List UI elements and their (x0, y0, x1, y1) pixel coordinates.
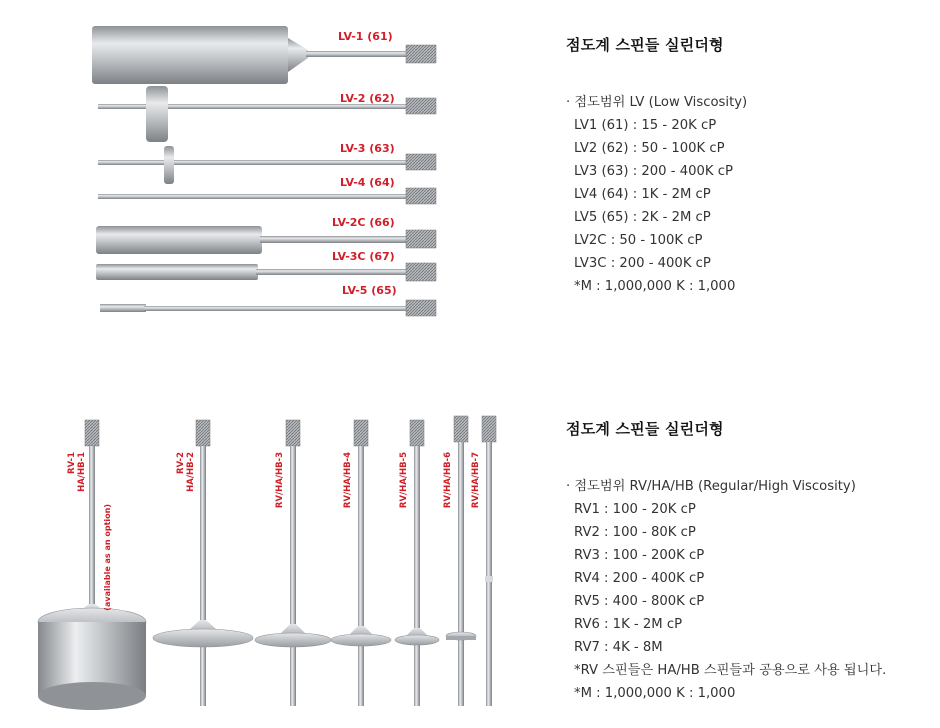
rv-viscosity-range: · 점도범위 RV/HA/HB (Regular/High Viscosity) (566, 479, 856, 494)
spindle-label: LV-2C (66) (332, 216, 395, 229)
spindle-lv-2c (96, 216, 436, 254)
rv-spec-block (566, 418, 886, 705)
rv-spec-list (566, 498, 886, 705)
list-item: LV2C : 50 - 100K cP (574, 233, 703, 248)
spindle-rv-7 (471, 416, 496, 706)
list-item: RV2 : 100 - 80K cP (574, 525, 696, 540)
spindle-label: HA/HB-1 (77, 452, 87, 492)
spindle-label: LV-3C (67) (332, 250, 395, 263)
spindle-rv-2 (153, 420, 253, 706)
list-item: LV3C : 200 - 400K cP (574, 256, 711, 271)
spindle-lv-5 (100, 284, 436, 316)
spindle-rv-5 (395, 420, 439, 706)
lv-spec-block (566, 34, 747, 298)
rv-spindles-illustration (30, 408, 520, 718)
spindle-lv-4 (98, 176, 436, 204)
spindle-label: LV-3 (63) (340, 142, 395, 155)
lv-spec-list (566, 114, 747, 298)
list-item: RV7 : 4K - 8M (574, 640, 663, 655)
spindle-label: LV-1 (61) (338, 30, 393, 43)
list-item: *RV 스핀들은 HA/HB 스핀들과 공용으로 사용 됩니다. (574, 663, 887, 678)
spindle-label: RV/HA/HB-4 (343, 452, 353, 509)
spindle-label: RV-1 (67, 452, 77, 474)
spindle-lv-3c (96, 250, 436, 281)
spindle-label: HA/HB-2 (186, 452, 196, 492)
spindle-lv-2 (98, 86, 436, 142)
spindle-label: LV-4 (64) (340, 176, 395, 189)
spindle-label: LV-2 (62) (340, 92, 395, 105)
spindle-rv-3 (255, 420, 331, 706)
spindle-label: RV/HA/HB-3 (275, 452, 285, 509)
spindle-lv-1 (92, 26, 436, 84)
list-item: LV2 (62) : 50 - 100K cP (574, 141, 725, 156)
spindle-label: RV-2 (176, 452, 186, 474)
spindle-rv-1 (38, 420, 146, 710)
rv-section-title: 점도계 스핀들 실린더형 (566, 420, 724, 438)
spindle-label: LV-5 (65) (342, 284, 397, 297)
lv-spindles-illustration (88, 18, 448, 328)
spindle-label: (available as an option) (103, 504, 112, 611)
spindle-rv-4 (331, 420, 391, 706)
list-item: LV3 (63) : 200 - 400K cP (574, 164, 733, 179)
list-item: RV4 : 200 - 400K cP (574, 571, 705, 586)
list-item: RV1 : 100 - 20K cP (574, 502, 696, 517)
spindle-label: RV/HA/HB-7 (471, 452, 481, 509)
list-item: LV4 (64) : 1K - 2M cP (574, 187, 711, 202)
list-item: *M : 1,000,000 K : 1,000 (574, 686, 736, 701)
list-item: LV1 (61) : 15 - 20K cP (574, 118, 717, 133)
list-item: LV5 (65) : 2K - 2M cP (574, 210, 711, 225)
spindle-label: RV/HA/HB-5 (399, 452, 409, 509)
lv-viscosity-range: · 점도범위 LV (Low Viscosity) (566, 95, 748, 110)
list-item: *M : 1,000,000 K : 1,000 (574, 279, 736, 294)
list-item: RV5 : 400 - 800K cP (574, 594, 705, 609)
list-item: RV6 : 1K - 2M cP (574, 617, 683, 632)
list-item: RV3 : 100 - 200K cP (574, 548, 705, 563)
lv-section-title: 점도계 스핀들 실린더형 (566, 36, 724, 54)
spindle-label: RV/HA/HB-6 (443, 452, 453, 509)
